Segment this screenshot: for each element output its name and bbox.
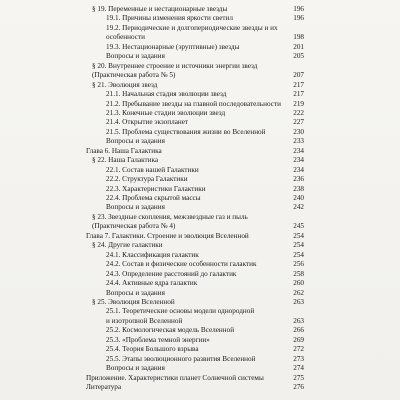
toc-page-number: 242 [293,203,304,212]
toc-entry-title: § 19. Переменные и нестационарные звезды [92,5,228,13]
toc-entry-title: Вопросы и задания [106,52,165,61]
toc-entry [106,279,304,288]
toc-entry [106,345,304,354]
toc-page-number: 233 [293,137,304,146]
toc-page-number: 217 [293,90,304,99]
toc-entry-title: 21.2. Пребывание звезды на главной последовательности [106,99,281,108]
toc-entry [106,52,304,61]
toc-entry [92,241,304,250]
toc-entry-title: 22.2. Структура Галактики [106,175,188,184]
toc-page-number: 263 [293,297,304,306]
toc-entry-title: 22.3. Характеристики Галактики [106,184,206,193]
toc-entry [106,364,304,373]
toc-page-number: 196 [293,5,304,13]
toc-page-number: 256 [293,260,304,269]
toc-entry [106,33,304,42]
toc-entry-title: § 25. Эволюция Вселенной [92,297,175,306]
toc-entry-title: Вопросы и задания [106,203,165,212]
toc-page-number: 207 [293,71,304,80]
toc-entry [106,185,304,194]
toc-entry [106,137,304,146]
toc-entry-title: 19.2. Периодические и долгопериодические звезды и их [106,23,278,32]
toc-entry [106,251,304,260]
toc-entry [106,14,304,23]
toc-page-number: 240 [293,194,304,202]
toc-entry-title: и изотропной Вселенной [106,316,183,325]
toc-entry [106,326,304,335]
toc-page-number: 234 [293,165,304,174]
toc-entry [106,260,304,269]
toc-entry [106,24,304,33]
toc-entry-title: 21.4. Открытие экзопланет [106,118,189,127]
toc-entry-title: 21.5. Проблема существования жизни во Вселенной [106,127,266,136]
toc-entry-title: 25.5. Этапы эволюционного развития Вселенной [106,354,256,363]
toc-entry [106,118,304,127]
toc-entry-title: § 21. Эволюция звезд [92,80,158,89]
toc-entry [92,62,304,71]
toc-entry-title: Глава 7. Галактики. Строение и эволюция Вселенной [86,231,249,240]
toc-entry-title: 24.4. Активные ядра галактик [106,279,198,288]
toc-entry-title: 19.1. Причины изменения яркости светил [106,14,233,23]
toc-entry [86,232,304,241]
toc-entry-title: 21.3. Конечные стадии эволюции звезд [106,108,226,117]
toc-page-number: 234 [293,146,304,155]
toc-entry [92,222,304,231]
toc-entry [92,298,304,307]
toc-entry [92,81,304,90]
toc-entry [106,166,304,175]
toc-page-number: 205 [293,52,304,61]
toc-entry [106,43,304,52]
toc-page-number: 266 [293,326,304,335]
toc-entry [106,289,304,298]
toc-entry-title: § 24. Другие галактики [92,241,163,250]
toc-page-number: 236 [293,175,304,184]
toc-entry-title: особенности [106,33,145,42]
toc-page-number: 245 [293,222,304,231]
toc-entry-title: Вопросы и задания [106,364,165,373]
toc-entry [86,374,304,383]
toc-entry-title: 22.1. Состав нашей Галактики [106,165,199,174]
toc-page-number: 263 [293,316,304,325]
toc-entry-title: Вопросы и задания [106,288,165,297]
toc-page-number: 276 [293,383,304,391]
toc-page-number: 198 [293,33,304,42]
toc-entry-title: (Практическая работа № 4) [92,222,176,231]
toc-page-number: 222 [293,108,304,117]
toc-entry [106,355,304,364]
toc-entry [106,175,304,184]
toc-entry [86,383,304,392]
toc-entry [106,270,304,279]
toc-page-number: 269 [293,335,304,344]
toc-page-number: 260 [293,279,304,288]
toc-entry-title: Глава 6. Наша Галактика [86,146,162,155]
toc-entry-title: 25.3. «Проблема темной энергии» [106,335,210,344]
toc-entry-title: Приложение. Характеристики планет Солнечной системы [86,373,264,382]
toc-page-number: 227 [293,118,304,127]
toc-page-number: 217 [293,80,304,89]
toc-page-number: 258 [293,269,304,278]
toc-entry [86,147,304,156]
toc-page-number: 254 [293,250,304,259]
toc-entry [92,213,304,222]
toc-entry-title: 25.2. Космологическая модель Вселенной [106,326,235,335]
toc-page-number: 234 [293,156,304,165]
toc-page-number: 273 [293,354,304,363]
toc-entry [106,194,304,203]
toc-entry-title: 25.1. Теоретические основы модели однородной [106,307,255,316]
toc-page-number: 254 [293,231,304,240]
toc-entry [106,336,304,345]
toc-entry [92,71,304,80]
toc-entry [106,317,304,326]
toc-entry [92,156,304,165]
toc-entry [106,307,304,316]
toc-entry [106,109,304,118]
toc-entry [106,203,304,212]
toc-entry-title: 19.3. Нестационарные (эруптивные) звезды [106,42,240,51]
toc-entry-title: Литература [86,383,122,391]
toc-entry-title: 21.1. Начальная стадия эволюции звезд [106,90,227,99]
toc-page-number: 275 [293,373,304,382]
toc-entry-title: 25.4. Теория Большого взрыва [106,345,199,354]
toc-page-number: 196 [293,14,304,23]
toc-entry-title: 22.4. Проблема скрытой массы [106,194,201,202]
toc-entry-title: 24.3. Определение расстояний до галактик [106,269,237,278]
toc-entry-title: § 23. Звездные скопления, межзвездные газ и пыль [92,212,248,221]
toc-entry [106,128,304,137]
toc-page-number: 219 [293,99,304,108]
toc-page-number: 274 [293,364,304,373]
toc-entry-title: 24.1. Классификация галактик [106,250,199,259]
toc-entry [106,90,304,99]
toc-entry-title: 24.2. Состав и физические особенности галактик [106,260,257,269]
toc-page-number: 254 [293,241,304,250]
toc-page-number: 272 [293,345,304,354]
toc-page-number: 230 [293,127,304,136]
toc-page-number: 262 [293,288,304,297]
toc-entry [106,100,304,109]
toc-entry-title: Вопросы и задания [106,137,165,146]
toc-entry-title: § 22. Наша Галактика [92,156,159,165]
toc-page-number: 238 [293,184,304,193]
toc-page-number: 201 [293,42,304,51]
toc-entry [92,5,304,14]
toc-entry-title: (Практическая работа № 5) [92,71,176,80]
toc-entry-title: § 20. Внутреннее строение и источники энергии звезд [92,61,258,70]
